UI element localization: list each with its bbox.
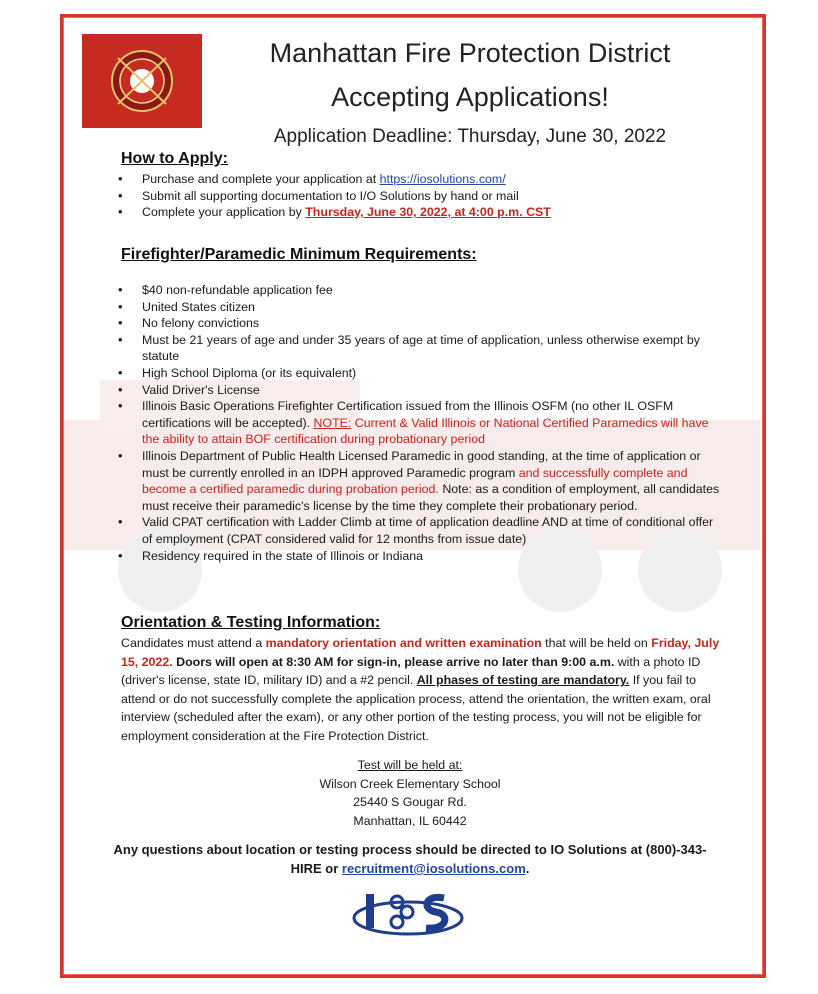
list-item: • Submit all supporting documentation to I/O Solutions by hand or mail <box>112 188 724 205</box>
orientation-heading: Orientation & Testing Information: <box>121 614 381 631</box>
list-item: • Valid Driver's License <box>112 382 724 399</box>
ios-logo-icon <box>352 888 464 938</box>
note-label: NOTE: <box>313 415 352 430</box>
district-title: Manhattan Fire Protection District <box>269 38 671 68</box>
location-heading: Test will be held at: <box>357 758 463 772</box>
list-item: • High School Diploma (or its equivalent) <box>112 365 724 382</box>
how-to-apply-list <box>112 171 724 221</box>
list-item: • Valid CPAT certification with Ladder Climb at time of application deadline AND at time of conditional offer of employment (CPAT considered valid for 12 months from issue date) <box>112 514 724 547</box>
deadline-highlight: Thursday, June 30, 2022, at 4:00 p.m. CST <box>305 205 551 220</box>
application-deadline: Application Deadline: Thursday, June 30, 2022 <box>273 126 667 147</box>
contact-info: Any questions about location or testing process should be directed to IO Solutions at (800)-343-HIRE or recruitment@iosolutions.com. <box>113 842 707 876</box>
list-item: • Complete your application by Thursday, June 30, 2022, at 4:00 p.m. CST <box>112 204 724 221</box>
location-street: 25440 S Gougar Rd. <box>353 795 467 810</box>
list-item: • Residency required in the state of Illinois or Indiana <box>112 548 724 565</box>
test-location <box>160 756 660 830</box>
how-to-apply-heading: How to Apply: <box>121 150 228 167</box>
list-item: • Illinois Department of Public Health Licensed Paramedic in good standing, at the time of application or must be currently enrolled in an IDPH approved Paramedic program and successfully complete and become a certified paramedic during probation period. Note: as a condition of employment, all candidates must receive their paramedic's license by the time they complete their probationary period. <box>112 448 724 514</box>
accepting-applications-title: Accepting Applications! <box>331 82 609 112</box>
location-city: Manhattan, IL 60442 <box>353 813 467 828</box>
iosolutions-link[interactable]: https://iosolutions.com/ <box>379 172 506 186</box>
list-item: • $40 non-refundable application fee <box>112 282 724 299</box>
location-school: Wilson Creek Elementary School <box>319 776 501 791</box>
list-item: • United States citizen <box>112 299 724 316</box>
orientation-paragraph: Candidates must attend a mandatory orientation and written examination that will be held on Friday, July 15, 2022. Doors will open at 8:30 AM for sign-in, please arrive no later than 9:00 a.m. with a photo ID (driver's license, state ID, military ID) and a #2 pencil. All phases of testing are mandatory. If you fail to attend or do not successfully complete the application process, attend the orientation, the written exam, oral interview (scheduled after the exam), or any other portion of the testing process, you will not be eligible for employment consideration at the Fire Protection District. <box>121 636 720 743</box>
fire-district-seal-icon <box>82 34 202 128</box>
list-item: • Must be 21 years of age and under 35 years of age at time of application, unless otherwise exempt by statute <box>112 332 724 365</box>
requirements-heading: Firefighter/Paramedic Minimum Requirements: <box>121 246 477 263</box>
list-item: • Purchase and complete your application at https://iosolutions.com/ <box>112 171 724 188</box>
list-item: • No felony convictions <box>112 315 724 332</box>
requirements-list <box>112 282 724 564</box>
recruitment-email-link[interactable]: recruitment@iosolutions.com <box>341 861 526 876</box>
list-item: • Illinois Basic Operations Firefighter Certification issued from the Illinois OSFM (no other IL OSFM certifications will be accepted). NOTE: Current & Valid Illinois or National Certified Paramedics will have the ability to attain BOF certification during probationary period <box>112 398 724 448</box>
